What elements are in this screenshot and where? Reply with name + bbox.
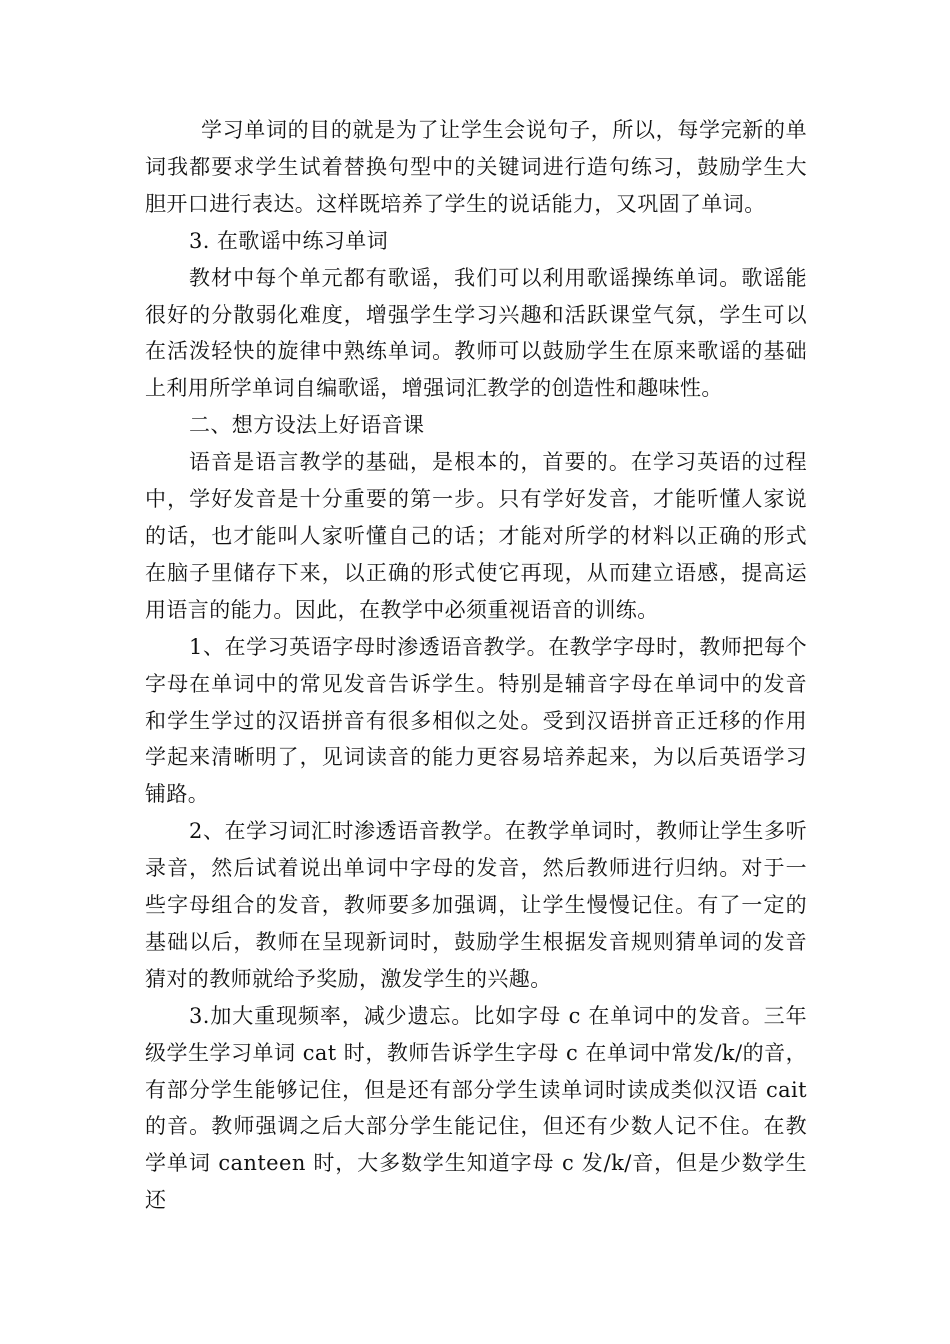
paragraph-letters-phonics: 1、在学习英语字母时渗透语音教学。在教学字母时，教师把每个字母在单词中的常见发音告诉学生。特别是辅音字母在单词中的发音和学生学过的汉语拼音有很多相似之处。受到汉语拼音正迁移的作用学起来清晰明了，见词读音的能力更容易培养起来，为以后英语学习铺路。 [145, 634, 807, 807]
paragraph-phonics-foundation: 语音是语言教学的基础，是根本的，首要的。在学习英语的过程中，学好发音是十分重要的第一步。只有学好发音，才能听懂人家说的话，也才能叫人家听懂自己的话；才能对所学的材料以正确的形式在脑子里储存下来，以正确的形式使它再现，从而建立语感，提高运用语言的能力。因此，在教学中必须重视语音的训练。 [145, 450, 807, 622]
document-body [145, 112, 807, 1219]
paragraph-repetition: 3.加大重现频率，减少遗忘。比如字母 c 在单词中的发音。三年级学生学习单词 cat 时，教师告诉学生字母 c 在单词中常发/k/的音，有部分学生能够记住，但是还有部分学生读单词时读成类似汉语 cait 的音。教师强调之后大部分学生能记住，但还有少数人记不住。在教学单词 canteen 时，大多数学生知道字母 c 发/k/音，但是少数学生还 [145, 1003, 807, 1213]
paragraph-vocab-sentences: 学习单词的目的就是为了让学生会说句子，所以，每学完新的单词我都要求学生试着替换句型中的关键词进行造句练习，鼓励学生大胆开口进行表达。这样既培养了学生的说话能力，又巩固了单词。 [145, 118, 807, 216]
paragraph-vocab-phonics: 2、在学习词汇时渗透语音教学。在教学单词时，教师让学生多听录音，然后试着说出单词中字母的发音，然后教师进行归纳。对于一些字母组合的发音，教师要多加强调，让学生慢慢记住。有了一定的基础以后，教师在呈现新词时，鼓励学生根据发音规则猜单词的发音猜对的教师就给予奖励，激发学生的兴趣。 [145, 819, 807, 991]
heading-chant-practice: 3. 在歌谣中练习单词 [189, 228, 389, 253]
paragraph-chants: 教材中每个单元都有歌谣，我们可以利用歌谣操练单词。歌谣能很好的分散弱化难度，增强学生学习兴趣和活跃课堂气氛，学生可以在活泼轻快的旋律中熟练单词。教师可以鼓励学生在原来歌谣的基础上利用所学单词自编歌谣，增强词汇教学的创造性和趣味性。 [145, 265, 807, 401]
heading-phonics-lessons: 二、想方设法上好语音课 [189, 413, 425, 438]
